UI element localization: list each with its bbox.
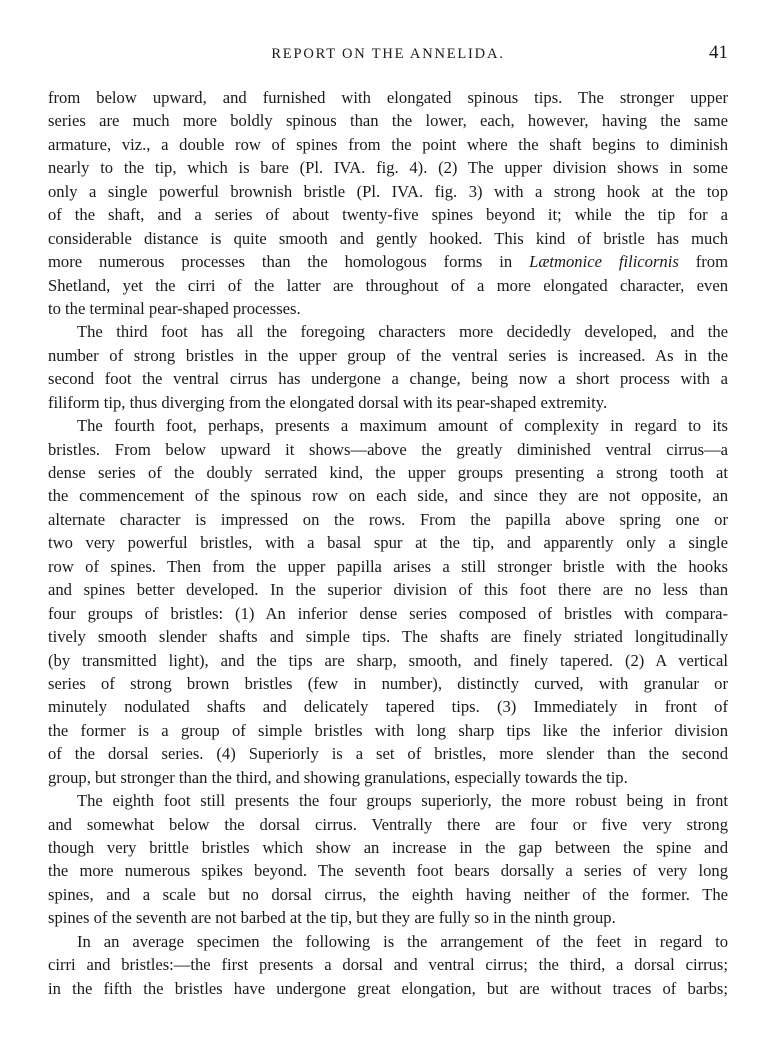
text-line: of the dorsal series. (4) Superiorly is a set of bristles, more slender than the second	[48, 744, 728, 764]
text-line: number of strong bristles in the upper group of the ventral series is increased. As in the	[48, 345, 728, 365]
text-line: spines, and a scale but no dorsal cirrus, the eighth having neither of the former. The	[48, 884, 728, 904]
running-header	[48, 42, 728, 70]
text-line: more numerous processes than the homologous forms in Lætmonice filicornis from	[48, 252, 728, 272]
text-line: nearly to the tip, which is bare (Pl. IVA. fig. 4). (2) The upper division shows in some	[48, 158, 728, 178]
text-line: of the shaft, and a series of about twenty-five spines beyond it; while the tip for a	[48, 205, 728, 225]
text-line: second foot the ventral cirrus has undergone a change, being now a short process with a	[48, 369, 728, 389]
text-line: the former is a group of simple bristles with long sharp tips like the inferior division	[48, 720, 728, 740]
text-line: armature, viz., a double row of spines from the point where the shaft begins to diminish	[48, 134, 728, 154]
text-line: and spines better developed. In the superior division of this foot there are no less than	[48, 580, 728, 600]
text-line: tively smooth slender shafts and simple tips. The shafts are finely striated longitudinally	[48, 627, 728, 647]
text-line: spines of the seventh are not barbed at the tip, but they are fully so in the ninth group.	[48, 908, 616, 928]
page-number: 41	[709, 42, 728, 63]
text-line: series are much more boldly spinous than the lower, each, however, having the same	[48, 111, 728, 131]
text-line: and somewhat below the dorsal cirrus. Ventrally there are four or five very strong	[48, 814, 728, 834]
text-line: four groups of bristles: (1) An inferior dense series composed of bristles with compara-	[48, 603, 728, 623]
text-line: Shetland, yet the cirri of the latter are throughout of a more elongated character, even	[48, 275, 728, 295]
text-line: dense series of the doubly serrated kind, the upper groups presenting a strong tooth at	[48, 463, 728, 482]
text-line: The fourth foot, perhaps, presents a maximum amount of complexity in regard to its	[77, 416, 728, 436]
body-text	[48, 86, 728, 1000]
text-line: bristles. From below upward it shows—above the greatly diminished ventral cirrus—a	[48, 439, 728, 459]
text-line: minutely nodulated shafts and delicately tapered tips. (3) Immediately in front of	[48, 697, 728, 717]
text-line: The third foot has all the foregoing characters more decidedly developed, and the	[77, 322, 728, 342]
text-line: from below upward, and furnished with elongated spinous tips. The stronger upper	[48, 88, 728, 107]
text-line: The eighth foot still presents the four groups superiorly, the more robust being in front	[77, 791, 728, 811]
text-line: (by transmitted light), and the tips are sharp, smooth, and finely tapered. (2) A vertical	[48, 650, 728, 670]
text-line: though very brittle bristles which show an increase in the gap between the spine and	[48, 838, 728, 857]
text-line: series of strong brown bristles (few in number), distinctly curved, with granular or	[48, 673, 728, 693]
text-line: group, but stronger than the third, and showing granulations, especially towards the tip.	[48, 767, 628, 787]
species-name: Lætmonice filicornis	[529, 252, 679, 272]
text-line: considerable distance is quite smooth and gently hooked. This kind of bristle has much	[48, 228, 728, 248]
text-line: the more numerous spikes beyond. The seventh foot bears dorsally a series of very long	[48, 861, 728, 881]
text-line: filiform tip, thus diverging from the elongated dorsal with its pear-shaped extremity.	[48, 392, 608, 412]
text-line: In an average specimen the following is the arrangement of the feet in regard to	[77, 931, 728, 951]
text-line: row of spines. Then from the upper papilla arises a still stronger bristle with the hooks	[48, 556, 728, 576]
text-line: the commencement of the spinous row on each side, and since they are not opposite, an	[48, 486, 728, 506]
text-line: to the terminal pear-shaped processes.	[48, 298, 301, 318]
text-line: cirri and bristles:—the first presents a dorsal and ventral cirrus; the third, a dorsal cirrus;	[48, 955, 728, 975]
text-line: in the fifth the bristles have undergone great elongation, but are without traces of barbs;	[48, 978, 728, 998]
running-title: REPORT ON THE ANNELIDA.	[271, 46, 505, 62]
text-line: only a single powerful brownish bristle (Pl. IVA. fig. 3) with a strong hook at the top	[48, 181, 728, 201]
text-line: two very powerful bristles, with a basal spur at the tip, and apparently only a single	[48, 533, 728, 553]
text-line: alternate character is impressed on the rows. From the papilla above spring one or	[48, 509, 728, 529]
